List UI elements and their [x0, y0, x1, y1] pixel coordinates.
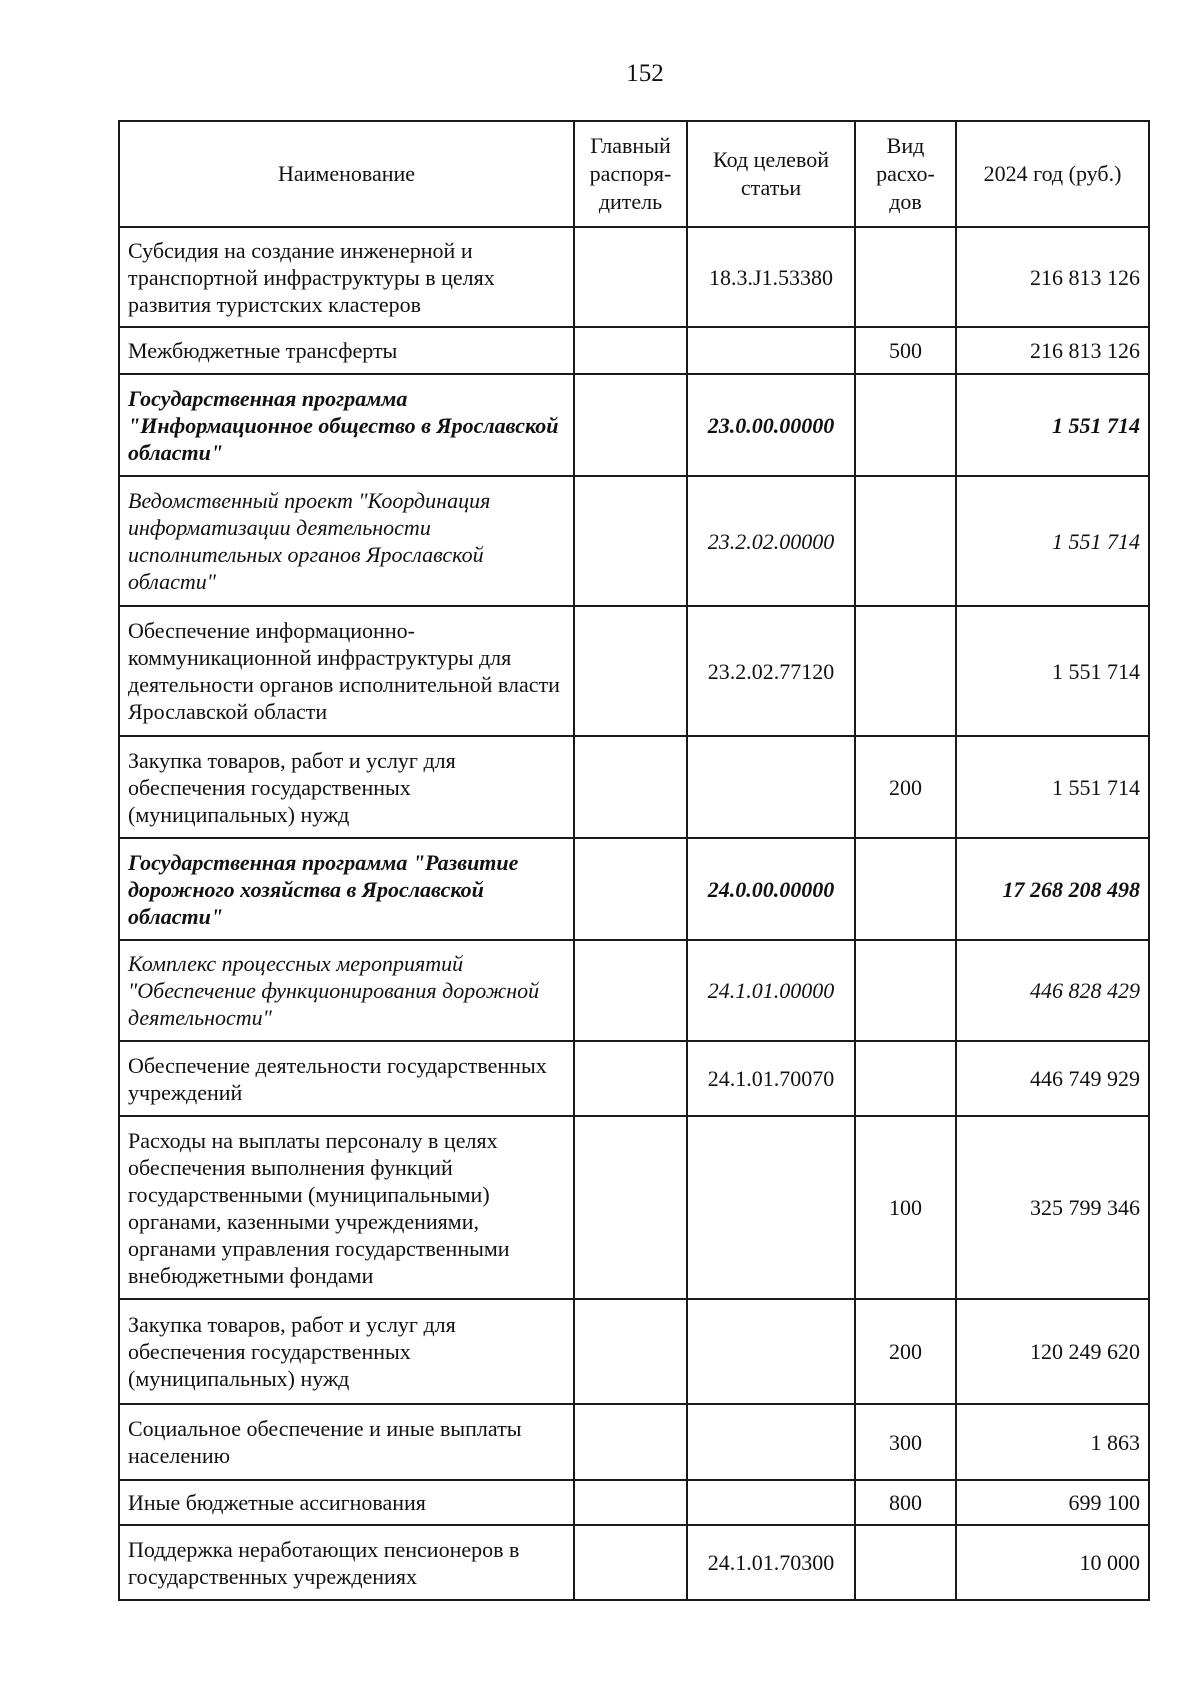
table-row [119, 374, 1149, 476]
row-administrator [574, 838, 687, 940]
table-row [119, 1299, 1149, 1404]
row-code: 18.3.J1.53380 [687, 227, 855, 327]
row-administrator [574, 227, 687, 327]
row-kind [855, 374, 956, 476]
row-amount: 1 863 [956, 1404, 1149, 1480]
row-code: 24.0.00.00000 [687, 838, 855, 940]
table-row [119, 940, 1149, 1041]
row-code [687, 327, 855, 374]
row-amount: 699 100 [956, 1480, 1149, 1525]
row-name: Ведомственный проект "Координация информатизации деятельности исполнительных органов Ярославской области" [119, 476, 574, 606]
table-row [119, 736, 1149, 838]
row-name: Комплекс процессных мероприятий "Обеспечение функционирования дорожной деятельности" [119, 940, 574, 1041]
row-administrator [574, 940, 687, 1041]
row-amount: 446 749 929 [956, 1041, 1149, 1116]
header-code: Код целевой статьи [687, 121, 855, 227]
row-administrator [574, 1299, 687, 1404]
row-administrator [574, 736, 687, 838]
row-amount: 1 551 714 [956, 606, 1149, 736]
row-kind: 800 [855, 1480, 956, 1525]
row-name: Государственная программа "Развитие дорожного хозяйства в Ярославской области" [119, 838, 574, 940]
row-amount: 120 249 620 [956, 1299, 1149, 1404]
row-kind: 200 [855, 1299, 956, 1404]
row-code [687, 736, 855, 838]
row-kind [855, 476, 956, 606]
row-code: 24.1.01.70300 [687, 1525, 855, 1600]
row-code: 24.1.01.00000 [687, 940, 855, 1041]
row-code [687, 1299, 855, 1404]
row-administrator [574, 606, 687, 736]
row-name: Социальное обеспечение и иные выплаты населению [119, 1404, 574, 1480]
row-kind [855, 227, 956, 327]
row-kind: 500 [855, 327, 956, 374]
row-code: 24.1.01.70070 [687, 1041, 855, 1116]
row-amount: 216 813 126 [956, 227, 1149, 327]
row-name: Иные бюджетные ассигнования [119, 1480, 574, 1525]
row-amount: 10 000 [956, 1525, 1149, 1600]
row-kind [855, 940, 956, 1041]
row-name: Обеспечение деятельности государственных учреждений [119, 1041, 574, 1116]
table-row [119, 1404, 1149, 1480]
header-row [119, 121, 1149, 227]
row-name: Субсидия на создание инженерной и транспортной инфраструктуры в целях развития туристских кластеров [119, 227, 574, 327]
row-code: 23.2.02.77120 [687, 606, 855, 736]
row-amount: 1 551 714 [956, 736, 1149, 838]
row-kind: 100 [855, 1116, 956, 1299]
row-name: Обеспечение информационно-коммуникационной инфраструктуры для деятельности органов исполнительной власти Ярославской области [119, 606, 574, 736]
row-code [687, 1404, 855, 1480]
row-name: Поддержка неработающих пенсионеров в государственных учреждениях [119, 1525, 574, 1600]
table-row [119, 327, 1149, 374]
row-amount: 446 828 429 [956, 940, 1149, 1041]
row-administrator [574, 1525, 687, 1600]
row-code [687, 1480, 855, 1525]
row-amount: 1 551 714 [956, 476, 1149, 606]
row-amount: 17 268 208 498 [956, 838, 1149, 940]
table-row [119, 1041, 1149, 1116]
row-administrator [574, 1480, 687, 1525]
row-code: 23.2.02.00000 [687, 476, 855, 606]
row-kind [855, 1041, 956, 1116]
row-kind [855, 838, 956, 940]
table-row [119, 227, 1149, 327]
header-administrator: Главный распоря-дитель [574, 121, 687, 227]
row-name: Межбюджетные трансферты [119, 327, 574, 374]
header-kind: Вид расхо-дов [855, 121, 956, 227]
table-row [119, 1116, 1149, 1299]
budget-table [118, 120, 1150, 1601]
row-kind: 300 [855, 1404, 956, 1480]
row-administrator [574, 1041, 687, 1116]
row-administrator [574, 374, 687, 476]
row-name: Закупка товаров, работ и услуг для обеспечения государственных (муниципальных) нужд [119, 1299, 574, 1404]
header-name: Наименование [119, 121, 574, 227]
row-kind [855, 606, 956, 736]
header-year: 2024 год (руб.) [956, 121, 1149, 227]
row-administrator [574, 1116, 687, 1299]
table-row [119, 1525, 1149, 1600]
row-name: Расходы на выплаты персоналу в целях обеспечения выполнения функций государственными (муниципальными) органами, казенными учреждениями, органами управления государственными внебюджетными фондами [119, 1116, 574, 1299]
row-name: Закупка товаров, работ и услуг для обеспечения государственных (муниципальных) нужд [119, 736, 574, 838]
table-row [119, 838, 1149, 940]
row-amount: 216 813 126 [956, 327, 1149, 374]
row-administrator [574, 476, 687, 606]
table-row [119, 1480, 1149, 1525]
row-kind [855, 1525, 956, 1600]
row-kind: 200 [855, 736, 956, 838]
row-amount: 325 799 346 [956, 1116, 1149, 1299]
row-amount: 1 551 714 [956, 374, 1149, 476]
table-row [119, 476, 1149, 606]
row-administrator [574, 327, 687, 374]
row-code: 23.0.00.00000 [687, 374, 855, 476]
row-code [687, 1116, 855, 1299]
row-administrator [574, 1404, 687, 1480]
table-row [119, 606, 1149, 736]
page-number: 152 [626, 60, 664, 87]
row-name: Государственная программа "Информационное общество в Ярославской области" [119, 374, 574, 476]
